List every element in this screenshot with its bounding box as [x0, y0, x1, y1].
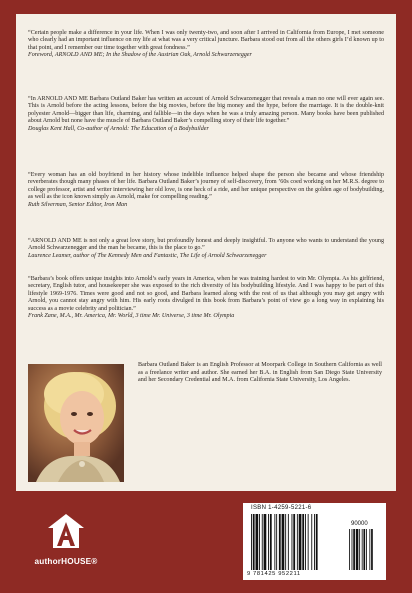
author-bio: Barbara Outland Baker is an English Professor at Moorpark College in Southern California as well as a freelance writer and author. She earned her B.A. in English from San Diego State University and her Secondary Credential and M.A. from California State University, Los Angeles. [138, 362, 382, 383]
barcode-bar [251, 514, 252, 570]
quote-silverman [28, 172, 384, 209]
quote-zane [28, 276, 384, 320]
barcode-bar [276, 514, 277, 570]
barcode-bar [293, 514, 295, 570]
price-bar [353, 529, 355, 570]
barcode-bar [292, 514, 293, 570]
barcode-bar [308, 514, 309, 570]
barcode-bar [274, 514, 275, 570]
quote-attribution: Laurence Leamer, author of The Kennedy Men and Fantastic, The Life of Arnold Schwarzenegger [28, 252, 267, 259]
quote-attribution: Frank Zane, M.A., Mr. America, Mr. World, 3 time Mr. Universe, 3 time Mr. Olympia [28, 313, 235, 320]
quote-attribution: Douglas Kent Hall, Co-author of Arnold: The Education of a Bodybuilder [28, 125, 209, 132]
barcode-bar [268, 514, 269, 570]
publisher-logo [28, 512, 104, 572]
price-bar [369, 529, 370, 570]
price-bar [363, 529, 365, 570]
barcode-bar [264, 514, 267, 570]
barcode-bar [297, 514, 298, 570]
quote-hall [28, 96, 384, 133]
price-code: 90000 [351, 521, 368, 527]
barcode-bar [282, 514, 285, 570]
barcode-bar [285, 514, 286, 570]
publisher-name: authorHOUSE® [34, 557, 98, 566]
ean-number: 9 781425 952211 [247, 571, 301, 577]
price-bar [349, 529, 350, 570]
price-bar [366, 529, 367, 570]
quote-text: “ARNOLD AND ME is not only a great love story, but profoundly honest and deeply insightful. To anyone who wants to understand the young Arnold Schwarzenegger and the man he became, this is the place to go.” [28, 238, 384, 252]
barcode-bar [302, 514, 304, 570]
barcode-bar [311, 514, 312, 570]
quote-schwarzenegger [28, 30, 384, 60]
quote-attribution: Foreword, ARNOLD AND ME; In the Shadow of the Austrian Oak, Arnold Schwarzenegger [28, 52, 252, 59]
barcode-box [243, 503, 386, 580]
price-bar [352, 529, 353, 570]
author-portrait-image [28, 364, 124, 482]
quote-text: “In ARNOLD AND ME Barbara Outland Baker has written an account of Arnold Schwarzenegger that reveals a man no one will ever again see. This is Arnold before the acting lessons, before the big movies, before the big money and the hype, before the marriage. It is the double-knit polyester Arnold—bigger than life, charming, and fallible—in the days when he was a truly amazing person. Many books have been published about Arnold but none have the muscle of Barbara Outland Baker’s compelling story of their life together.” [28, 96, 384, 125]
price-bar [371, 529, 373, 570]
house-a-logo-icon [46, 512, 86, 550]
price-bar [362, 529, 363, 570]
barcode-bar [253, 514, 255, 570]
quote-leamer [28, 238, 384, 260]
barcode-bar [288, 514, 289, 570]
quote-text: “Every woman has an old boyfriend in her history whose indelible influence helped shape the person she became and whose friendship reverberates though many phases of her life. Barbara Outland Baker’s journey of self-discovery, from ’60s coed working on her M.R.S. degree to college professor, artist and writer interviewing her old love, is one heck of a ride, and her unique perspective on the golden age of bodybuilding, as well as the icon known simply as Arnold, make for compelling reading.” [28, 172, 384, 201]
barcode-bar [299, 514, 302, 570]
price-bar [359, 529, 360, 570]
barcode-bars [243, 503, 386, 580]
price-bar [356, 529, 359, 570]
isbn-text: ISBN 1-4259-5221-6 [251, 505, 312, 511]
author-photo [28, 364, 124, 482]
quote-text: “Barbara’s book offers unique insights into Arnold’s early years in America, when he was training hardest to win Mr. Olympia. As his girlfriend, secretary, English tutor, and housekeeper she was exposed to the rich diversity of his bodybuilding lifestyle. And I was happy to be part of this lifestyle 1969-1976. Times were good and not so good, and Barbara learned along with the rest of us that although you may get angry with Arnold, you cannot stay angry with him. His early roots divulged in this book from Barbara’s point of view go a long way in explaining his success as a movie celebrity and politician.” [28, 276, 384, 312]
barcode-bar [262, 514, 263, 570]
quote-attribution: Ruth Silverman, Senior Editor, Iron Man [28, 201, 128, 208]
barcode-bar [270, 514, 272, 570]
content-panel [16, 14, 396, 491]
barcode-bar [256, 514, 259, 570]
barcode-bar [279, 514, 281, 570]
quote-text: “Certain people make a difference in your life. When I was only twenty-two, and soon after I arrived in California from Europe, I met someone who clearly had an important influence on my life at what was a very critical juncture. Barbara stood out from all the others girls I’d known up to that point, and I remember our time together with great fondness.” [28, 30, 384, 51]
barcode-bar [305, 514, 306, 570]
barcode-bar [314, 514, 315, 570]
barcode-bar [316, 514, 318, 570]
barcode-bar [259, 514, 260, 570]
